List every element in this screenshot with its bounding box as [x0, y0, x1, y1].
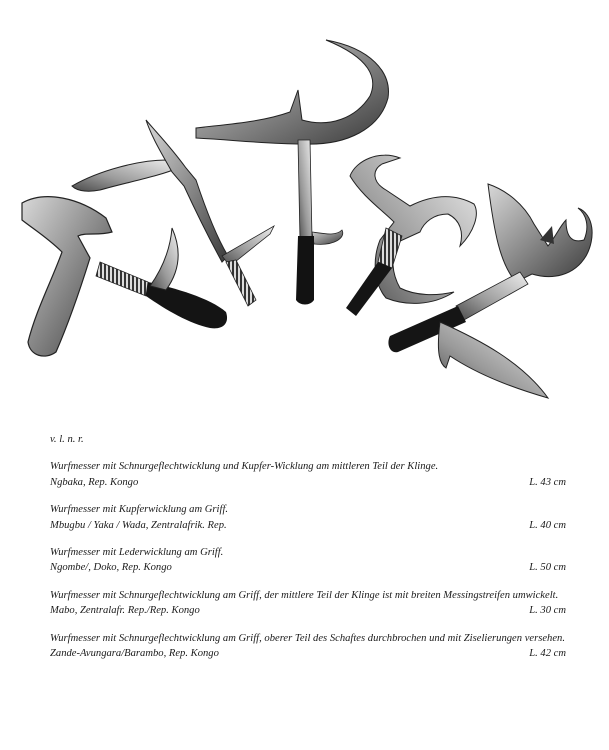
caption-entry — [50, 502, 566, 533]
caption-entry — [50, 631, 566, 662]
entry-origin-line — [50, 560, 566, 575]
entry-length: L. 50 cm — [529, 562, 566, 574]
entry-length: L. 40 cm — [529, 519, 566, 531]
entry-origin-line — [50, 603, 566, 618]
entry-origin: Ngombe/, Doko, Rep. Kongo — [50, 562, 172, 574]
entry-description: Wurfmesser mit Schnurgeflechtwicklung am Griff, oberer Teil des Schaftes durchbrochen und mit Ziselierungen versehen. — [50, 632, 565, 644]
entry-length: L. 42 cm — [529, 648, 566, 660]
entry-origin: Ngbaka, Rep. Kongo — [50, 476, 139, 488]
entry-length: L. 43 cm — [529, 476, 566, 488]
entry-length: L. 30 cm — [529, 605, 566, 617]
caption-intro: v. l. n. r. — [50, 434, 84, 445]
entry-description: Wurfmesser mit Lederwicklung am Griff. — [50, 547, 224, 559]
throwing-knife-1 — [22, 197, 227, 356]
entry-origin-line — [50, 475, 566, 490]
caption-entry — [50, 545, 566, 576]
entry-origin: Mabo, Zentralafr. Rep./Rep. Kongo — [50, 605, 200, 617]
caption-entry — [50, 459, 566, 490]
entry-origin: Zande-Avungara/Barambo, Rep. Kongo — [50, 648, 219, 660]
entry-origin: Mbugbu / Yaka / Wada, Zentralafrik. Rep. — [50, 519, 227, 531]
throwing-knife-4 — [346, 155, 476, 316]
caption-entry — [50, 588, 566, 619]
entry-description: Wurfmesser mit Schnurgeflechtwicklung und Kupfer-Wicklung am mittleren Teil der Klinge. — [50, 461, 439, 473]
entry-description: Wurfmesser mit Kupferwicklung am Griff. — [50, 504, 229, 516]
entry-origin-line — [50, 518, 566, 533]
entry-origin-line — [50, 646, 566, 661]
caption-block — [50, 432, 566, 661]
entry-description: Wurfmesser mit Schnurgeflechtwicklung am Griff, der mittlere Teil der Klinge ist mit breiten Messingstreifen umwickelt. — [50, 589, 559, 601]
